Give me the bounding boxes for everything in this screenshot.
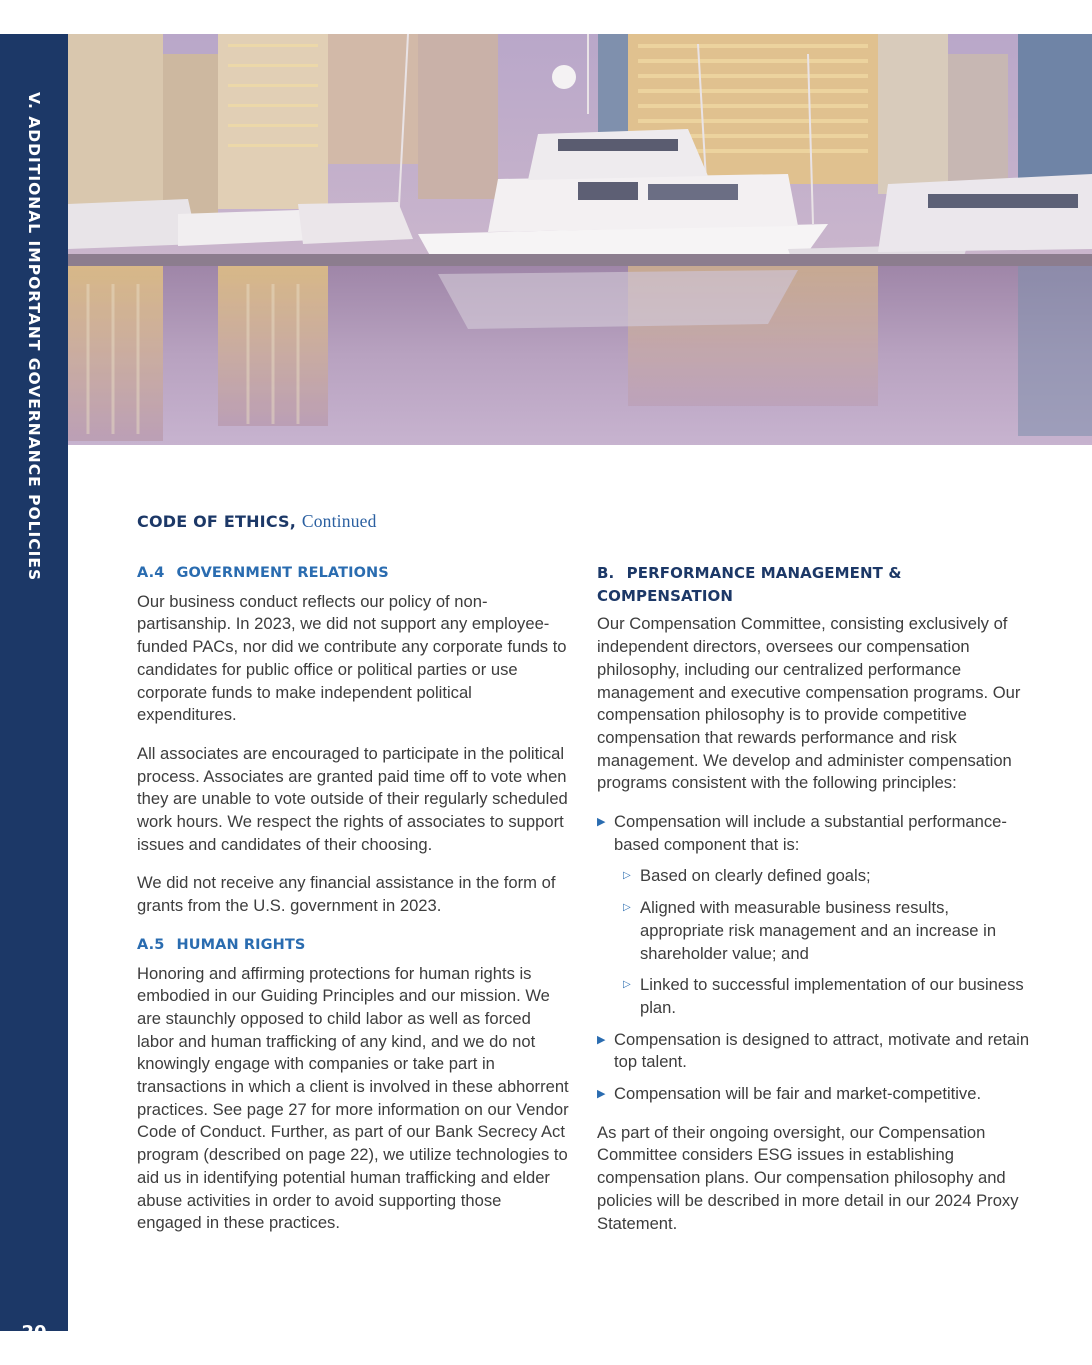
sub-list-item: [597, 974, 1037, 1019]
sub-list-item: [597, 865, 1037, 888]
marina-photo: [68, 34, 1092, 445]
bullet-triangle-icon: ▶: [597, 1033, 606, 1046]
list-item-text: Compensation will include a substantial performance-based component that is:: [614, 812, 1007, 854]
sub-list-item-text: Aligned with measurable business results, appropriate risk management and an increase in shareholder value; and: [640, 898, 997, 963]
list-item-text: Compensation is designed to attract, motivate and retain top talent.: [614, 1029, 1030, 1072]
sidebar-section-title: V. ADDITIONAL IMPORTANT GOVERNANCE POLICIES: [25, 92, 43, 582]
heading-government-relations: [137, 562, 569, 585]
heading-text: PERFORMANCE MANAGEMENT & COMPENSATION: [597, 564, 902, 605]
paragraph: As part of their ongoing oversight, our Compensation Committee considers ESG issues in establishing compensation plans. Our compensation philosophy and policies will be described in more detail in our 2024 Proxy Statement.: [597, 1122, 1019, 1233]
sub-list-item-text: Based on clearly defined goals;: [640, 866, 871, 886]
heading-text: GOVERNMENT RELATIONS: [176, 565, 389, 581]
principles-list: [597, 811, 1037, 1106]
heading-number: A.5: [137, 936, 165, 953]
bullet-outline-triangle-icon: ▷: [623, 979, 631, 991]
heading-number: B.: [597, 564, 615, 582]
paragraph: We did not receive any financial assistance in the form of grants from the U.S. government in 2023.: [137, 873, 556, 916]
paragraph: Our Compensation Committee, consisting exclusively of independent directors, oversees our compensation philosophy, including our centralized performance management and executive compensation programs. Our compensation philosophy is to provide competitive compensation that rewards performance and risk management. We develop and administer compensation programs consistent with the following principles:: [597, 614, 1021, 793]
heading-text: HUMAN RIGHTS: [176, 936, 306, 953]
bullet-outline-triangle-icon: ▷: [623, 902, 631, 914]
right-column: [597, 562, 1037, 1251]
page-number: 20: [21, 1322, 47, 1343]
heading-human-rights: [137, 934, 569, 957]
left-column: [137, 562, 569, 1251]
bullet-triangle-icon: ▶: [597, 1088, 606, 1101]
heading-performance-compensation: [597, 562, 1037, 607]
list-item: [597, 1083, 1037, 1106]
section-title-text: CODE OF ETHICS,: [137, 512, 297, 531]
bullet-outline-triangle-icon: ▷: [623, 870, 631, 882]
list-item-text: Compensation will be fair and market-competitive.: [614, 1084, 982, 1104]
section-continued: Continued: [301, 511, 377, 531]
paragraph: Honoring and affirming protections for human rights is embodied in our Guiding Principles and our mission. We are staunchly opposed to child labor as well as forced labor and human trafficking of any kind, and we do not knowingly engage with companies or take part in transactions in which a client is involved in these abhorrent practices. See page 27 for more information on our Vendor Code of Conduct. Further, as part of our Bank Secrecy Act program (described on page 22), we utilize technologies to aid us in identifying potential human trafficking and elder abuse activities in order to avoid supporting those engaged in these practices.: [137, 963, 569, 1233]
sub-list-item: [597, 897, 1037, 965]
paragraph: All associates are encouraged to participate in the political process. Associates are granted paid time off to vote when they are unable to vote outside of their regularly scheduled work hours. We respect the rights of associates to support issues and candidates of their choosing.: [137, 743, 568, 854]
paragraph: Our business conduct reflects our policy of non-partisanship. In 2023, we did not support any employee-funded PACs, nor did we contribute any corporate funds to candidates for public office or political parties or use corporate funds to make independent political expenditures.: [137, 591, 567, 725]
list-item: [597, 811, 1037, 856]
bullet-triangle-icon: ▶: [597, 816, 606, 829]
sub-list-item-text: Linked to successful implementation of our business plan.: [640, 975, 1024, 1017]
section-title: [137, 511, 377, 532]
list-item: [597, 1029, 1037, 1074]
heading-number: A.4: [137, 565, 165, 581]
marina-photo-icon: [68, 34, 1092, 445]
section-sidebar: [0, 34, 68, 1343]
